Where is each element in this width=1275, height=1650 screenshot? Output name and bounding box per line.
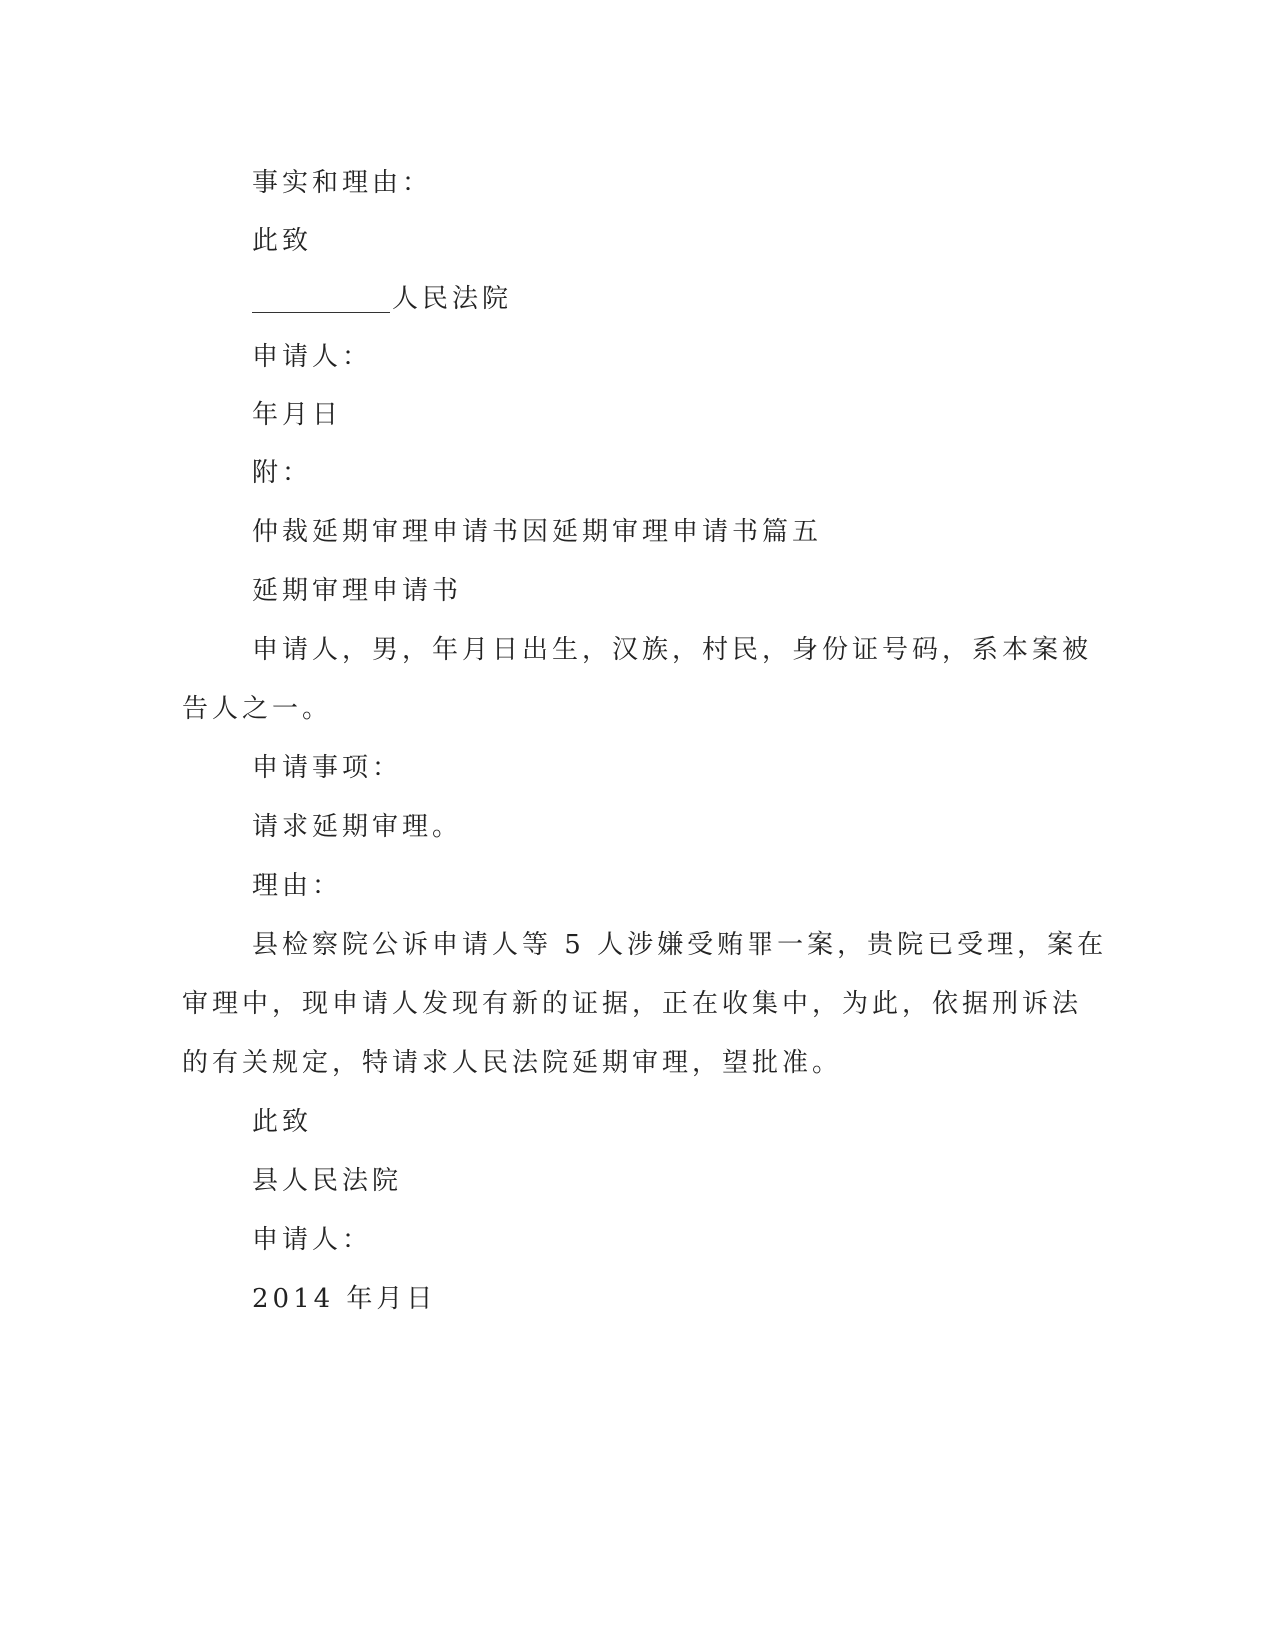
- court-suffix: 人民法院: [392, 284, 513, 314]
- text-line-reason-body-1: 县检察院公诉申请人等 5 人涉嫌受贿罪一案，贵院已受理，案在: [252, 930, 1108, 960]
- text-line-court-addressee: [252, 282, 512, 316]
- court-name-blank: [252, 286, 390, 313]
- text-line-reason-heading: 理由：: [252, 871, 343, 901]
- text-line-applicant-signature: 申请人：: [252, 342, 373, 372]
- text-line-date: 年月日: [252, 400, 343, 430]
- text-line-reason-body-2: 审理中，现申请人发现有新的证据，正在收集中，为此，依据刑诉法: [182, 989, 1083, 1019]
- text-line-applicant-info: 申请人，男，年月日出生，汉族，村民，身份证号码，系本案被: [252, 635, 1093, 665]
- section-heading: 仲裁延期审理申请书因延期审理申请书篇五: [252, 517, 823, 547]
- document-title: 延期审理申请书: [252, 576, 463, 606]
- text-line-salutation-2: 此致: [252, 1107, 313, 1137]
- text-line-date-2: 2014 年月日: [252, 1284, 437, 1314]
- text-line-applicant-signature-2: 申请人：: [252, 1225, 373, 1255]
- text-line-court-addressee-2: 县人民法院: [252, 1166, 403, 1196]
- text-line-reason-body-3: 的有关规定，特请求人民法院延期审理，望批准。: [182, 1048, 843, 1078]
- text-line-request: 请求延期审理。: [252, 812, 463, 842]
- text-line-salutation: 此致: [252, 226, 313, 256]
- text-line-facts-reasons: 事实和理由：: [252, 168, 433, 198]
- text-line-request-heading: 申请事项：: [252, 753, 403, 783]
- text-line-applicant-info-cont: 告人之一。: [182, 694, 333, 724]
- text-line-attachment: 附：: [252, 458, 313, 488]
